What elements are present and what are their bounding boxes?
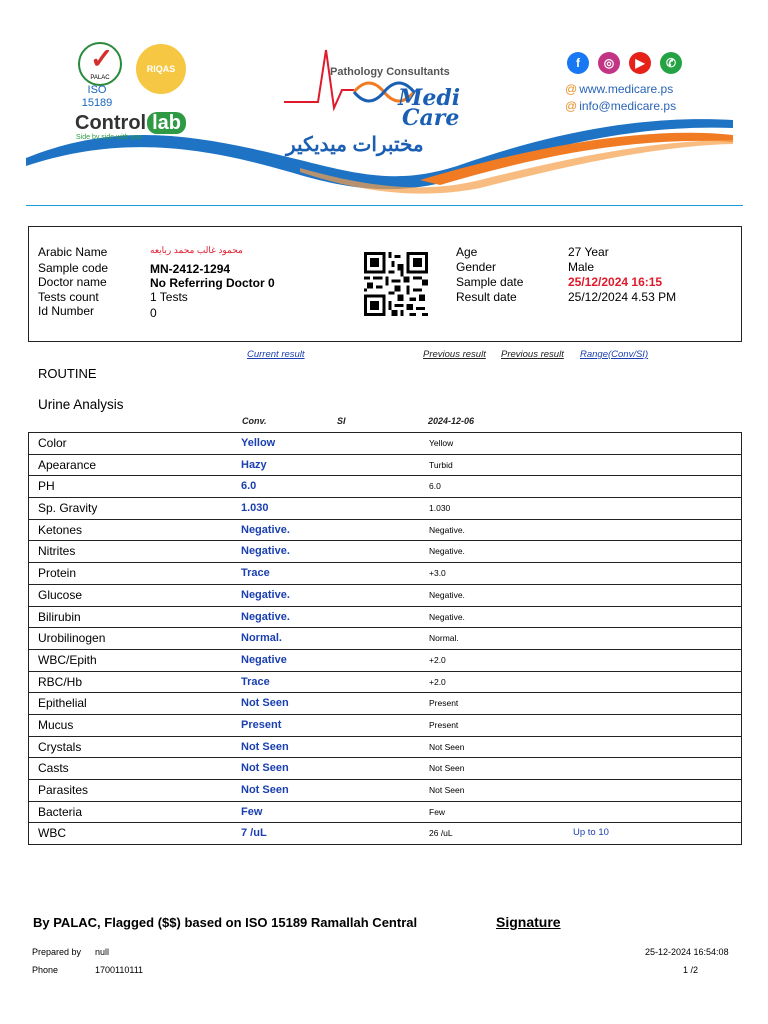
arabic-name-value: محمود غالب محمد ربايعه [150,245,243,255]
gender-label: Gender [456,260,497,274]
current-result-cell: Negative [241,653,287,666]
at-icon: @ [565,99,578,113]
test-name-cell: Ketones [38,522,83,537]
check-icon: ✓ [90,43,114,74]
website-text[interactable]: www.medicare.ps [579,82,674,96]
current-result-cell: Negative. [241,610,290,623]
test-name-cell: Epithelial [38,696,87,711]
section-title: ROUTINE [38,366,97,381]
controllab-control-text: Control [75,112,147,134]
current-result-cell: Not Seen [241,740,289,753]
current-result-cell: Trace [241,675,270,688]
page-number: 1 /2 [683,965,699,975]
test-name-cell: Glucose [38,587,83,602]
previous-result-link-1[interactable]: Previous result [423,349,486,360]
current-result-cell: Not Seen [241,784,289,796]
table-row [29,780,741,802]
previous-result-cell: 26 /uL [429,828,453,839]
test-name-cell: Crystals [38,739,82,754]
previous-date-column-header: 2024-12-06 [428,416,475,426]
id-number-label: Id Number [38,304,95,318]
facebook-icon[interactable]: f [567,52,589,74]
test-name-cell: Mucus [38,717,74,732]
table-row [29,672,741,694]
si-column-header: SI [337,416,346,426]
previous-result-cell: +3.0 [429,568,446,579]
previous-result-cell: Negative. [429,524,465,535]
sample-date-label: Sample date [456,275,524,289]
signature-label: Signature [496,914,561,930]
email-contact[interactable] [565,99,676,113]
table-row [29,715,741,737]
test-name-cell: Nitrites [38,544,76,559]
test-name-cell: WBC [38,826,66,841]
current-result-cell: Negative. [241,523,290,536]
riqas-text: RIQAS [146,64,176,74]
header-divider [26,205,743,206]
palac-text: PALAC [90,75,110,81]
email-text[interactable]: info@medicare.ps [579,99,677,113]
riqas-logo [136,44,186,94]
table-row [29,737,741,759]
previous-result-cell: Negative. [429,589,465,600]
result-date-label: Result date [456,290,517,304]
current-result-cell: 7 /uL [241,827,267,840]
iso-label [80,84,114,110]
brand-line2: Care [402,105,460,131]
print-timestamp: 25-12-2024 16:54:08 [645,947,729,957]
previous-result-cell: Few [429,806,446,817]
previous-result-cell: Negative. [429,546,465,557]
current-result-cell: Not Seen [241,697,289,710]
qr-code [362,252,430,316]
table-row [29,823,741,845]
id-number-value: 0 [150,306,157,320]
current-result-cell: Present [241,718,282,731]
test-name-cell: Bacteria [38,804,83,819]
table-row [29,802,741,824]
current-result-cell: Hazy [241,458,267,471]
result-date-value: 25/12/2024 4.53 PM [568,290,677,304]
table-row [29,693,741,715]
sample-date-value: 25/12/2024 16:15 [568,275,663,289]
iso-text: ISO [87,84,107,96]
pathology-consultants-text: Pathology Consultants [330,66,450,78]
current-result-cell: Few [241,805,263,818]
table-row [29,520,741,542]
current-result-cell: Yellow [241,437,276,449]
previous-result-cell: Present [429,719,459,730]
table-row [29,498,741,520]
previous-result-cell: Not Seen [429,763,465,774]
at-icon: @ [565,82,578,96]
table-row [29,585,741,607]
arabic-brand-text: مختبرات ميديكير [286,134,424,156]
previous-result-cell: Not Seen [429,785,465,795]
previous-result-link-2[interactable]: Previous result [501,349,564,360]
current-result-cell: Trace [241,567,270,580]
phone-label: Phone [32,965,59,975]
test-name-cell: Bilirubin [38,609,81,624]
current-result-cell: 6.0 [241,480,257,493]
controllab-lab-text: lab [147,112,186,134]
table-row [29,758,741,780]
previous-result-cell: Turbid [429,459,453,470]
letterhead [0,0,768,210]
test-name-cell: RBC/Hb [38,674,83,689]
table-row [29,563,741,585]
conv-column-header: Conv. [242,416,267,426]
test-name-cell: Parasites [38,783,89,797]
doctor-name-value: No Referring Doctor 0 [150,276,275,290]
phone-value: 1700110111 [95,965,144,975]
tests-count-value: 1 Tests [150,290,188,304]
test-name-cell: Casts [38,761,69,776]
test-name-cell: Apearance [38,457,97,472]
sample-code-label: Sample code [38,261,109,275]
tests-count-label: Tests count [38,290,99,304]
table-row [29,433,741,455]
sample-code-value: MN-2412-1294 [150,262,231,276]
test-name-cell: Sp. Gravity [38,501,98,516]
range-link[interactable]: Range(Conv/SI) [580,349,649,360]
results-table [28,432,742,845]
previous-result-cell: Negative. [429,611,465,622]
previous-result-cell: 6.0 [429,481,441,492]
test-name: Urine Analysis [38,397,124,412]
current-result-cell: Not Seen [241,762,289,775]
gender-value: Male [568,260,595,274]
range-cell: Up to 10 [573,827,609,839]
iso-number: 15189 [81,97,113,109]
whatsapp-icon[interactable]: ✆ [660,52,682,74]
table-row [29,476,741,498]
table-row [29,607,741,629]
test-name-cell: Urobilinogen [38,631,106,646]
table-row [29,541,741,563]
current-result-link[interactable]: Current result [247,349,305,360]
medicare-brand [398,85,461,131]
table-row [29,650,741,672]
current-result-cell: Negative. [241,545,290,558]
test-name-cell: PH [38,479,55,494]
previous-result-cell: Not Seen [429,741,465,752]
controllab-tagline: Side by side with you [76,134,142,141]
previous-result-cell: Normal. [429,633,459,644]
arabic-name-label: Arabic Name [38,245,108,259]
previous-result-cell: 1.030 [429,503,451,514]
age-value: 27 Year [568,245,609,259]
prepared-by-label: Prepared by [32,947,82,957]
prepared-by-value: null [95,947,110,957]
previous-result-cell: Yellow [429,438,454,448]
doctor-name-label: Doctor name [38,275,107,289]
age-label: Age [456,245,478,259]
current-result-cell: 1.030 [241,502,269,515]
previous-result-cell: +2.0 [429,654,446,665]
website-contact[interactable] [565,82,673,96]
instagram-icon[interactable]: ◎ [598,52,620,74]
previous-result-cell: Present [429,698,459,709]
youtube-icon[interactable]: ▶ [629,52,651,74]
previous-result-cell: +2.0 [429,676,446,687]
test-name-cell: Color [38,436,67,450]
table-row [29,455,741,477]
controllab-logo [75,112,186,135]
table-row [29,628,741,650]
test-name-cell: WBC/Epith [38,652,97,667]
test-name-cell: Protein [38,566,77,581]
accreditation-statement: By PALAC, Flagged ($$) based on ISO 15189 Ramallah Central [33,915,418,930]
brand-line1: Medi [398,85,461,111]
current-result-cell: Normal. [241,632,282,645]
current-result-cell: Negative. [241,588,290,601]
